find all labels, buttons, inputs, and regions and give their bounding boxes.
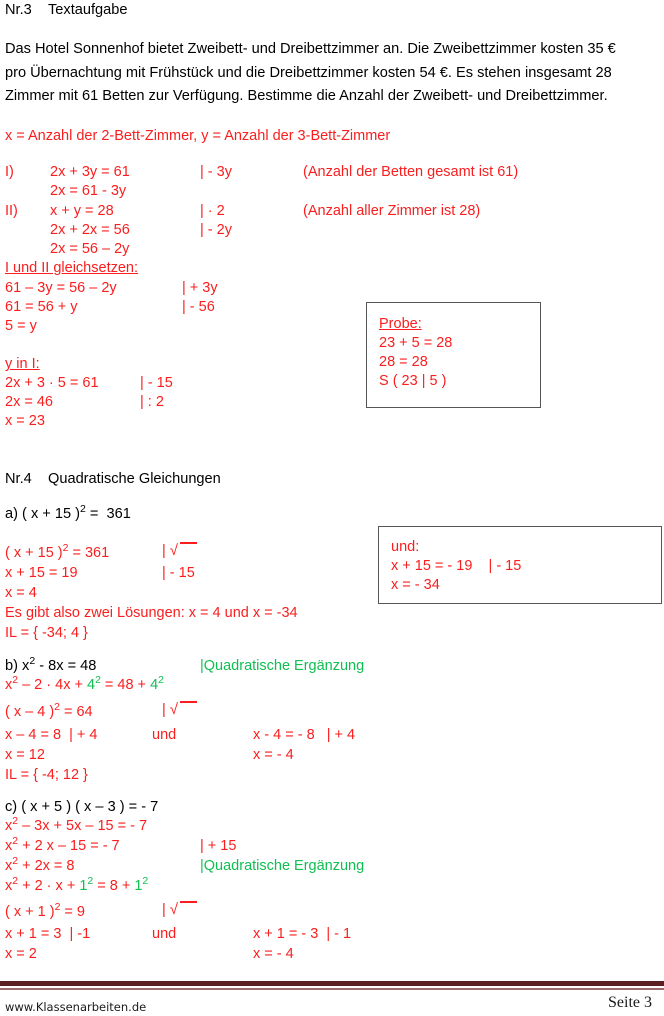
task4a-row-1-operation: | - 15	[162, 565, 195, 581]
task4c-expansion-seg2: + 2 · x +	[18, 878, 80, 894]
task4b-row-0-equation	[5, 703, 93, 722]
task4a-row-0-equation	[5, 544, 109, 563]
task4c-statement: c) ( x + 5 ) ( x – 3 ) = - 7	[5, 799, 159, 815]
task3-yini-row-1-operation: | : 2	[140, 394, 164, 410]
task4c-row-2-post: + 2x = 8	[18, 858, 75, 874]
task3-gs-row-1-equation: 61 = 56 + y	[5, 299, 78, 315]
task3-heading	[5, 2, 128, 18]
task4b-row-0-post: = 64	[59, 704, 93, 720]
task3-problem-text: Das Hotel Sonnenhof bietet Zweibett- und Dreibettzimmer an. Die Zweibettzimmer kosten 35 € pro Übernachtung mit Frühstück und die Dreibettzimmer kosten 54 €. Es stehen insgesamt 28 Zimmer mit 61 Betten zur Verfügung. Bestimme die Anzahl der Zweibett- und Dreibettzimmer.	[5, 41, 616, 104]
probe-box-line-0: 23 + 5 = 28	[379, 335, 453, 351]
task4a-statement-rest: = 361	[85, 506, 131, 522]
task4b-expansion-green1: 4	[86, 677, 96, 693]
task4b-row-0-operation: | √	[162, 700, 196, 720]
task4c-row-2-exponent: 2	[12, 856, 19, 868]
task4c-expansion-seg1: x	[5, 878, 13, 894]
task4c-row-0-post: – 3x + 5x – 15 = - 7	[18, 818, 148, 834]
probe-box-heading: Probe:	[379, 316, 422, 332]
task3-row-2-operation: | · 2	[200, 203, 225, 219]
task4b-solution-set: IL = { -4; 12 }	[5, 767, 88, 783]
task4a-statement-label: a) ( x + 15 )	[5, 506, 81, 522]
task4b-expansion-green2: 4	[150, 677, 159, 693]
task3-row-0-equation: 2x + 3y = 61	[50, 164, 130, 180]
task4b-und-label: und	[152, 727, 177, 743]
task4b-row-1-equation: x – 4 = 8 | + 4	[5, 727, 98, 743]
task4b-statement-label: b) x	[5, 658, 30, 674]
task3-heading-spacer	[32, 2, 48, 18]
task4a-row-0-pre: ( x + 15 )	[5, 545, 63, 561]
task4c-expansion-green2: 1	[134, 878, 143, 894]
task3-gleichsetzen-heading: I und II gleichsetzen:	[5, 260, 138, 276]
task4a-solution-set: IL = { -34; 4 }	[5, 625, 88, 641]
task4a-row-0-operation: | √	[162, 541, 196, 561]
task4b-expansion-greensup1: 2	[95, 675, 101, 687]
footer-site-label: www.Klassenarbeiten.de	[5, 1000, 147, 1014]
task3-row-0-label: I)	[5, 164, 14, 180]
task3-row-2-equation: x + y = 28	[50, 203, 114, 219]
task4a-row-2-equation: x = 4	[5, 585, 37, 601]
task4a-row-0-exponent: 2	[62, 543, 69, 555]
task3-row-1-equation: 2x = 61 - 3y	[50, 183, 127, 199]
task3-variable-definition: x = Anzahl der 2-Bett-Zimmer, y = Anzahl der 3-Bett-Zimmer	[5, 128, 391, 144]
task4b-statement-rest: - 8x = 48	[35, 658, 97, 674]
task4b-note: |Quadratische Ergänzung	[200, 658, 365, 674]
task4b-expansion-greensup2: 2	[158, 675, 164, 687]
task4c-expansion-seg3: = 8 +	[93, 878, 135, 894]
task3-gs-row-1-operation: | - 56	[182, 299, 215, 315]
task4c-row-1-equation	[5, 837, 120, 856]
task4b-right-line-1: x = - 4	[253, 747, 294, 763]
probe-box	[366, 302, 541, 408]
task4c-row2-2-equation: x = 2	[5, 946, 37, 962]
footer-rule-thin	[0, 988, 664, 990]
task4-title: Quadratische Gleichungen	[47, 471, 221, 487]
und-box-line-1: x = - 34	[391, 577, 440, 593]
task3-yini-row-1-equation: 2x = 46	[5, 394, 53, 410]
task4b-expansion-seg3: = 48 +	[100, 677, 151, 693]
task4b-expansion-seg1: x	[5, 677, 13, 693]
task3-gs-row-0-operation: | + 3y	[182, 280, 218, 296]
square-root-icon: √	[170, 900, 196, 919]
task4c-expansion-greensup2: 2	[142, 876, 149, 888]
task4c-row-0-pre: x	[5, 818, 13, 834]
task4b-right-line-0: x - 4 = - 8 | + 4	[253, 727, 356, 743]
task4b-row-0-pre: ( x – 4 )	[5, 704, 55, 720]
task4c-row-2-pre: x	[5, 858, 13, 874]
task4c-right-line-1: x = - 4	[253, 946, 294, 962]
task4c-expansion-green1: 1	[79, 878, 88, 894]
task4b-expansion-sup1: 2	[12, 675, 19, 687]
task4c-row2-0-post: = 9	[60, 904, 85, 920]
square-root-icon: √	[170, 700, 196, 719]
task3-row-2-comment: (Anzahl aller Zimmer ist 28)	[303, 203, 481, 219]
task4c-row-2-equation	[5, 857, 75, 876]
task4a-conclusion: Es gibt also zwei Lösungen: x = 4 und x = -34	[5, 605, 298, 621]
task4c-row-2-operation: |Quadratische Ergänzung	[200, 858, 365, 874]
task4a-row-0-post: = 361	[68, 545, 110, 561]
task3-gs-row-0-equation: 61 – 3y = 56 – 2y	[5, 280, 117, 296]
task4c-row2-0-operation: | √	[162, 900, 196, 920]
task4-heading-spacer	[32, 471, 48, 487]
task4b-statement	[5, 657, 96, 676]
task4c-row-1-exponent: 2	[12, 836, 19, 848]
task4b-expansion	[5, 676, 164, 695]
task4c-und-label: und	[152, 926, 177, 942]
task4a-statement	[5, 505, 131, 524]
task4-number: Nr.4	[5, 471, 32, 487]
task4b-statement-exponent: 2	[29, 655, 36, 668]
task4c-right-line-0: x + 1 = - 3 | - 1	[253, 926, 352, 942]
task4-heading	[5, 471, 221, 487]
task4c-expansion-sup1: 2	[12, 876, 19, 888]
task3-row-3-equation: 2x + 2x = 56	[50, 222, 130, 238]
task4b-row-0-exponent: 2	[54, 702, 60, 714]
task3-yini-row-0-operation: | - 15	[140, 375, 173, 391]
task4a-statement-exponent: 2	[80, 503, 86, 516]
probe-box-line-2: S ( 23 | 5 )	[379, 373, 447, 389]
task3-row-3-operation: | - 2y	[200, 222, 232, 238]
square-root-icon: √	[170, 541, 196, 560]
task4c-row2-0-equation	[5, 903, 85, 922]
task3-number: Nr.3	[5, 2, 32, 18]
task4c-row2-0-pre: ( x + 1 )	[5, 904, 55, 920]
task4c-expansion	[5, 877, 148, 896]
task4c-row-0-exponent: 2	[12, 816, 19, 828]
task4c-row-1-pre: x	[5, 838, 13, 854]
task3-yini-row-0-equation: 2x + 3 · 5 = 61	[5, 375, 99, 391]
task3-row-2-label: II)	[5, 203, 18, 219]
probe-box-line-1: 28 = 28	[379, 354, 428, 370]
task3-yini-heading: y in I:	[5, 356, 40, 372]
task3-yini-row-2-equation: x = 23	[5, 413, 45, 429]
task3-row-0-operation: | - 3y	[200, 164, 232, 180]
task4a-row-1-equation: x + 15 = 19	[5, 565, 78, 581]
footer-page-label: Seite 3	[608, 994, 652, 1011]
task4c-row-1-post: + 2 x – 15 = - 7	[18, 838, 120, 854]
und-box-heading: und:	[391, 539, 420, 555]
task4c-row-1-operation: | + 15	[200, 838, 237, 854]
task4c-row-0-equation	[5, 817, 147, 836]
task3-row-0-comment: (Anzahl der Betten gesamt ist 61)	[303, 164, 519, 180]
task4c-row2-0-exponent: 2	[54, 902, 61, 914]
und-box	[378, 526, 662, 604]
task4b-row-2-equation: x = 12	[5, 747, 45, 763]
task4c-expansion-greensup1: 2	[87, 876, 94, 888]
footer-rule-thick	[0, 981, 664, 986]
task4c-row2-1-equation: x + 1 = 3 | -1	[5, 926, 91, 942]
task3-gs-row-2-equation: 5 = y	[5, 318, 37, 334]
task3-row-4-equation: 2x = 56 – 2y	[50, 241, 130, 257]
task4b-expansion-seg2: – 2 · 4x +	[18, 677, 87, 693]
und-box-line-0: x + 15 = - 19 | - 15	[391, 558, 522, 574]
task3-title: Textaufgabe	[47, 2, 128, 18]
